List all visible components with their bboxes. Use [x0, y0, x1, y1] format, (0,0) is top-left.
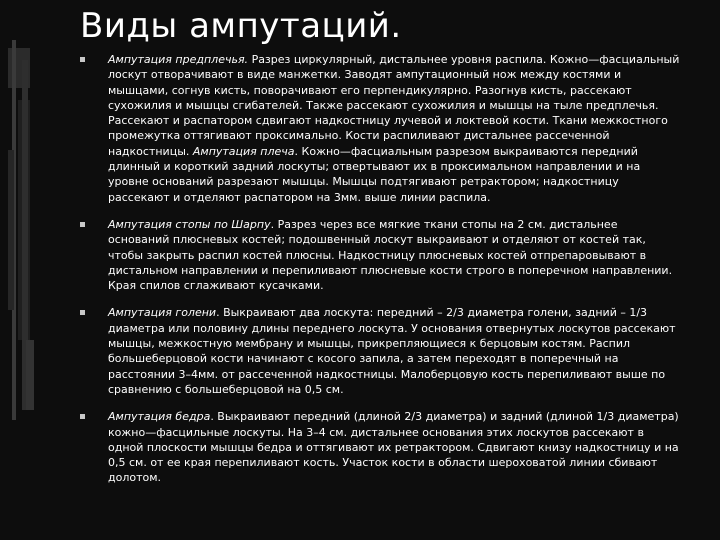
bullet-marker [80, 222, 85, 227]
bullet-list [80, 52, 680, 498]
bullet-marker [80, 57, 85, 62]
amputation-type-label: Ампутация стопы по Шарпу [108, 217, 271, 231]
description-text: . Выкраивают передний (длиной 2/3 диаметра) и задний (длиной 1/3 диаметра) кожно—фасцильные лоскуты. На 3–4 см. дистальнее основания этих лоскутов рассекают в одной плоскости мышцы бедра и оттягивают их ретрактором. Сдвигают книзу надкостницу и на 0,5 см. от ее края перепиливают кость. Участок кости в области шероховатой линии сбивают долотом. [108, 410, 679, 485]
bullet-item [80, 217, 680, 293]
decorative-bars [0, 40, 40, 420]
bullet-item [80, 52, 680, 205]
bullet-text [108, 217, 680, 293]
description-text: . Разрез через все мягкие ткани стопы на 2 см. дистальнее оснований плюсневых костей; подошвенный лоскут выкраивают и отделяют от костей так, чтобы закрыть распил костей плюсны. Надкостницу плюсневых костей отпрепаровывают в дистальном направлении и перепиливают плюсневые кости строго в поперечном направлении. Края спилов сглаживают кусачками. [108, 217, 673, 293]
amputation-type-label: Ампутация бедра [108, 410, 211, 424]
slide-title: Виды ампутаций. [80, 6, 402, 46]
amputation-type-label: Ампутация предплечья. [108, 53, 252, 66]
bullet-marker [80, 414, 85, 419]
description-text: . Выкраивают два лоскута: передний – 2/3 диаметра голени, задний – 1/3 диаметра или половину длины переднего лоскута. У основания отвернутых лоскутов рассекают мышцы, межкостную мембрану и мышцы, прикрепляющиеся к берцовым костям. Распил большеберцовой кости начинают с косого запила, а затем переходят в поперечный на расстоянии 3–4мм. от рассеченной надкостницы. Малоберцовую кость перепиливают выше по сравнению с большеберцовой на 0,5 см. [108, 306, 676, 396]
bullet-item [80, 409, 680, 485]
bullet-text [108, 305, 680, 397]
description-text: . Кожно—фасциальным разрезом выкраиваются передний длинный и короткий задний лоскуты; отвертывают их в проксимальном направлении и на уровне оснований разрезают мышцы. Мышцы подтягивают ретрактором; надкостницу рассекают и отделяют распатором на 3мм. выше линии распила. [108, 144, 641, 204]
description-text: Разрез циркулярный, дистальнее уровня распила. Кожно—фасциальный лоскут отворачивают в виде манжетки. Заводят ампутационный нож между костями и мышцами, согнув кисть, поворачивают его перпендикулярно. Разогнув кисть, рассекают сухожилия и мышцы сгибателей. Также рассекают сухожилия и мышцы на тыле предплечья. Рассекают и распатором сдвигают надкостницу лучевой и локтевой кости. Ткани межкостного промежутка оттягивают проксимально. Кости распиливают дистальнее рассеченной надкостницы. [108, 53, 680, 158]
bullet-text [108, 52, 680, 205]
amputation-type-label: Ампутация голени [108, 306, 217, 320]
bullet-marker [80, 310, 85, 315]
amputation-type-label: Ампутация плеча [192, 144, 295, 158]
bullet-item [80, 305, 680, 397]
bullet-text [108, 409, 680, 485]
